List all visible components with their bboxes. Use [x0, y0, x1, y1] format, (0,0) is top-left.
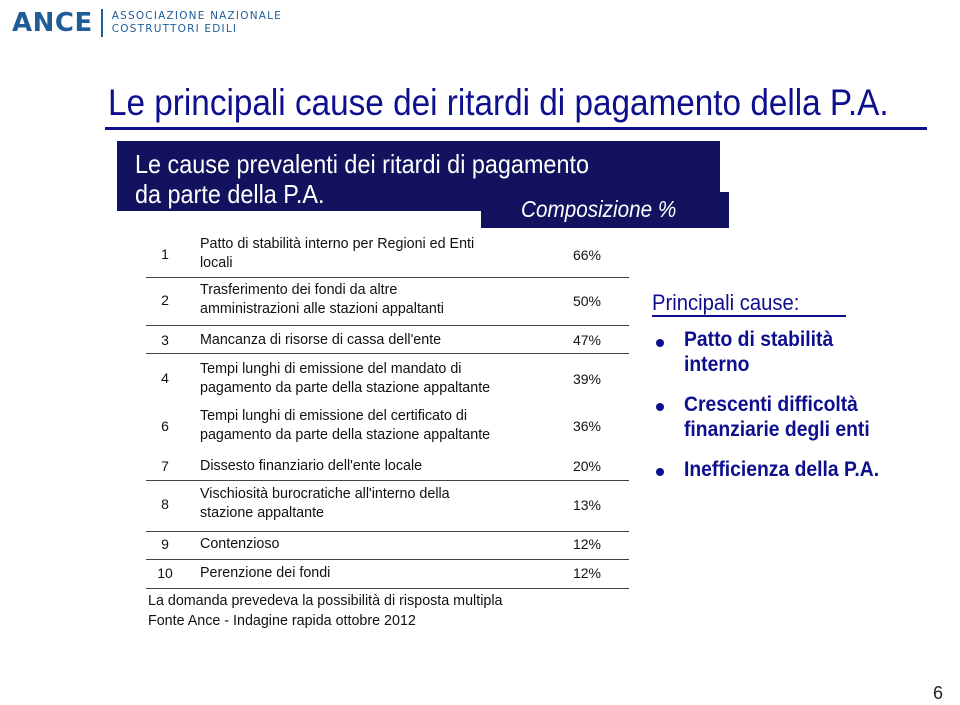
table-row	[146, 532, 629, 560]
row-description-line-1: Trasferimento dei fondi da altre	[200, 282, 398, 298]
row-percentage: 50%	[572, 293, 601, 309]
table-row	[146, 453, 629, 481]
row-description-line-2: stazione appaltante	[200, 505, 325, 521]
row-description-line-1: Patto di stabilità interno per Regioni ed Enti	[200, 236, 475, 252]
title-underline	[105, 127, 927, 130]
row-description: Mancanza di risorse di cassa dell'ente	[200, 332, 442, 348]
table-row	[146, 326, 629, 354]
cause-item	[684, 457, 879, 482]
table-row	[146, 481, 629, 532]
row-number: 2	[161, 292, 169, 308]
row-description	[200, 360, 530, 398]
composition-header: Composizione %	[521, 196, 677, 222]
row-number: 7	[161, 458, 169, 474]
row-number: 4	[161, 370, 169, 386]
row-number: 8	[161, 496, 169, 512]
row-number: 6	[161, 418, 169, 434]
subtitle-line-2: da parte della P.A.	[135, 179, 325, 209]
row-percentage: 12%	[572, 536, 601, 552]
logo-separator	[101, 9, 103, 37]
row-description-line-2: pagamento da parte della stazione appaltante	[200, 427, 491, 443]
row-description	[200, 235, 530, 273]
logo-text	[112, 10, 282, 36]
row-description	[200, 281, 530, 319]
cause-item	[684, 392, 870, 442]
row-description: Dissesto finanziario dell'ente locale	[200, 458, 423, 474]
cause-line-1: Patto di stabilità	[684, 328, 834, 351]
cause-line-2: interno	[684, 353, 750, 376]
bullet-icon	[656, 403, 664, 411]
row-description-line-2: pagamento da parte della stazione appaltante	[200, 380, 491, 396]
logo-line-1: ASSOCIAZIONE NAZIONALE	[111, 10, 283, 22]
row-percentage: 13%	[572, 497, 601, 513]
cause-line-2: finanziarie degli enti	[684, 418, 870, 441]
table-row	[146, 230, 629, 278]
row-percentage: 20%	[572, 458, 601, 474]
bullet-icon	[656, 339, 664, 347]
row-number: 10	[157, 565, 173, 581]
side-title-underline	[652, 315, 846, 317]
row-description: Perenzione dei fondi	[200, 565, 331, 581]
page-number: 6	[933, 683, 944, 703]
row-description	[200, 407, 530, 445]
row-description-line-2: amministrazioni alle stazioni appaltanti	[200, 301, 444, 317]
row-number: 1	[161, 246, 169, 262]
cause-line-1: Crescenti difficoltà	[684, 393, 858, 416]
table-row	[146, 278, 629, 326]
slide-title: Le principali cause dei ritardi di pagamento della P.A.	[108, 82, 889, 123]
ance-logo	[12, 6, 282, 40]
row-description-line-1: Vischiosità burocratiche all'interno della	[200, 486, 450, 502]
row-number: 3	[161, 332, 169, 348]
composition-header-box	[481, 192, 729, 228]
row-description-line-1: Tempi lunghi di emissione del certificato di	[200, 408, 468, 424]
table-row	[146, 560, 629, 589]
cause-line-1: Inefficienza della P.A.	[684, 458, 880, 481]
row-number: 9	[161, 536, 169, 552]
source-note: Fonte Ance - Indagine rapida ottobre 2012	[148, 613, 416, 629]
table-row	[146, 354, 629, 452]
row-percentage: 47%	[572, 332, 601, 348]
logo-mark: ANCE	[12, 8, 93, 38]
row-percentage: 39%	[572, 371, 601, 387]
row-description: Contenzioso	[200, 536, 280, 552]
side-title: Principali cause:	[652, 290, 800, 315]
multiple-answer-note: La domanda prevedeva la possibilità di risposta multipla	[148, 593, 503, 609]
bullet-icon	[656, 468, 664, 476]
row-percentage: 12%	[572, 565, 601, 581]
logo-line-2: COSTRUTTORI EDILI	[111, 23, 238, 35]
row-description	[200, 485, 530, 523]
row-description-line-1: Tempi lunghi di emissione del mandato di	[200, 361, 462, 377]
subtitle-line-1: Le cause prevalenti dei ritardi di pagamento	[135, 149, 589, 179]
row-percentage: 36%	[572, 418, 601, 434]
cause-item	[684, 327, 833, 377]
row-percentage: 66%	[572, 247, 601, 263]
row-description-line-2: locali	[200, 255, 233, 271]
